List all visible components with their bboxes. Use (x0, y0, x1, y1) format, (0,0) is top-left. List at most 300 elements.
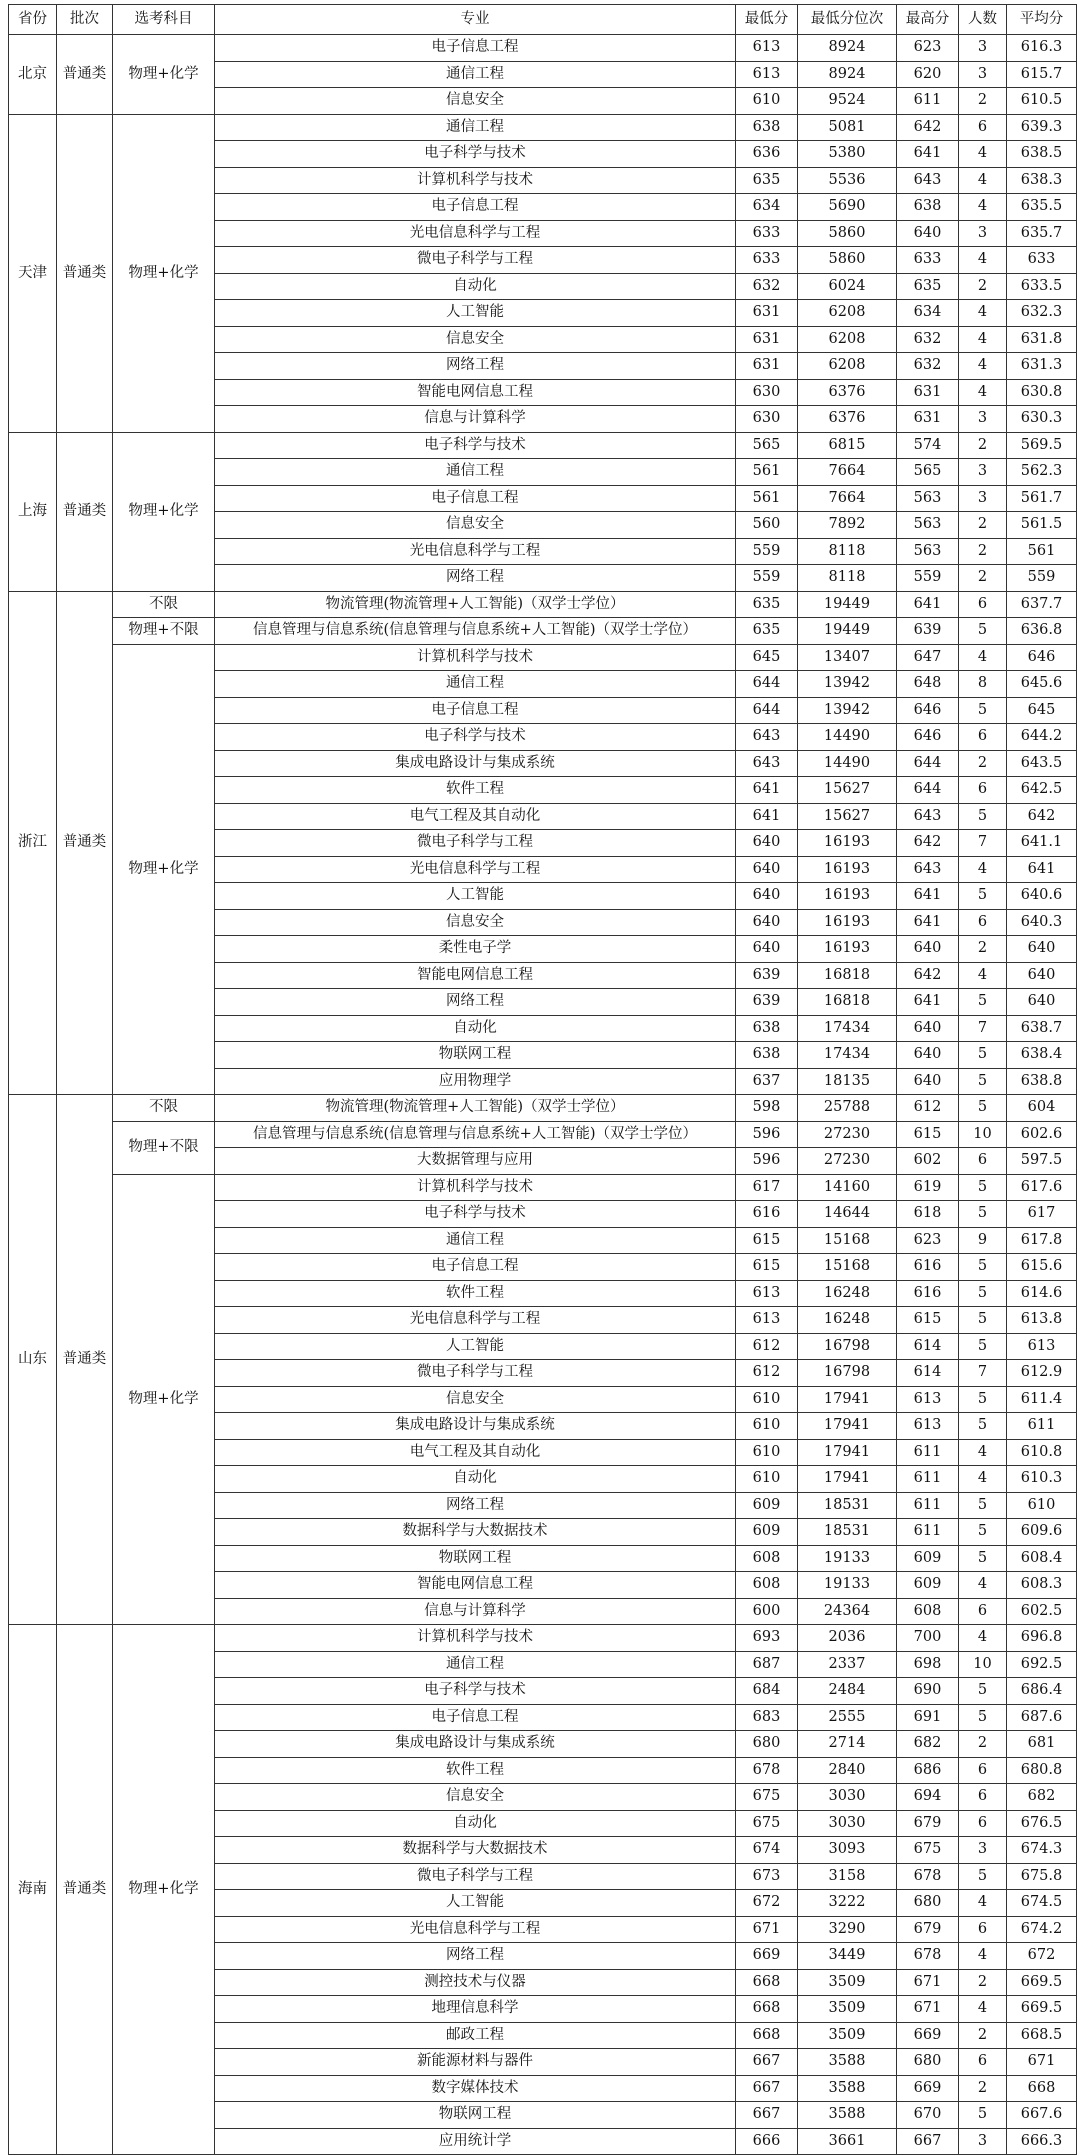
count-cell: 6 (959, 724, 1007, 751)
max-score-cell: 623 (897, 1227, 959, 1254)
max-score-cell: 669 (897, 2075, 959, 2102)
major-cell: 电气工程及其自动化 (215, 1439, 736, 1466)
max-score-cell: 641 (897, 909, 959, 936)
max-score-cell: 691 (897, 1704, 959, 1731)
max-score-cell: 563 (897, 485, 959, 512)
count-cell: 4 (959, 326, 1007, 353)
count-cell: 4 (959, 1625, 1007, 1652)
min-rank-cell: 16248 (798, 1307, 897, 1334)
min-rank-cell: 16193 (798, 856, 897, 883)
min-score-cell: 641 (736, 777, 798, 804)
max-score-cell: 635 (897, 273, 959, 300)
count-cell: 6 (959, 777, 1007, 804)
count-cell: 5 (959, 883, 1007, 910)
count-cell: 4 (959, 856, 1007, 883)
count-cell: 3 (959, 2128, 1007, 2155)
major-cell: 人工智能 (215, 1333, 736, 1360)
count-cell: 5 (959, 1333, 1007, 1360)
min-rank-cell: 6208 (798, 326, 897, 353)
count-cell: 2 (959, 2022, 1007, 2049)
major-cell: 信息安全 (215, 1784, 736, 1811)
count-cell: 2 (959, 1731, 1007, 1758)
max-score-cell: 620 (897, 61, 959, 88)
min-score-cell: 639 (736, 962, 798, 989)
avg-score-cell: 597.5 (1007, 1148, 1077, 1175)
min-score-cell: 644 (736, 697, 798, 724)
min-score-cell: 613 (736, 61, 798, 88)
min-rank-cell: 17434 (798, 1042, 897, 1069)
major-cell: 电气工程及其自动化 (215, 803, 736, 830)
major-cell: 集成电路设计与集成系统 (215, 1413, 736, 1440)
major-cell: 微电子科学与工程 (215, 1863, 736, 1890)
min-score-cell: 640 (736, 883, 798, 910)
min-rank-cell: 7664 (798, 459, 897, 486)
min-rank-cell: 19449 (798, 591, 897, 618)
table-row (9, 1095, 1077, 1122)
max-score-cell: 670 (897, 2102, 959, 2129)
header-min-rank: 最低分位次 (798, 5, 897, 35)
header-major: 专业 (215, 5, 736, 35)
min-score-cell: 561 (736, 485, 798, 512)
subject-cell: 物理+化学 (113, 35, 215, 115)
count-cell: 2 (959, 88, 1007, 115)
count-cell: 4 (959, 1466, 1007, 1493)
min-rank-cell: 27230 (798, 1148, 897, 1175)
min-rank-cell: 18135 (798, 1068, 897, 1095)
count-cell: 4 (959, 1890, 1007, 1917)
avg-score-cell: 676.5 (1007, 1810, 1077, 1837)
avg-score-cell: 633.5 (1007, 273, 1077, 300)
min-score-cell: 667 (736, 2102, 798, 2129)
min-score-cell: 610 (736, 1466, 798, 1493)
avg-score-cell: 612.9 (1007, 1360, 1077, 1387)
major-cell: 通信工程 (215, 459, 736, 486)
major-cell: 光电信息科学与工程 (215, 1916, 736, 1943)
min-rank-cell: 3449 (798, 1943, 897, 1970)
min-rank-cell: 6376 (798, 406, 897, 433)
min-rank-cell: 5690 (798, 194, 897, 221)
count-cell: 7 (959, 1360, 1007, 1387)
min-rank-cell: 18531 (798, 1519, 897, 1546)
count-cell: 5 (959, 1863, 1007, 1890)
major-cell: 物联网工程 (215, 1042, 736, 1069)
min-rank-cell: 2840 (798, 1757, 897, 1784)
avg-score-cell: 696.8 (1007, 1625, 1077, 1652)
major-cell: 信息安全 (215, 88, 736, 115)
major-cell: 网络工程 (215, 565, 736, 592)
min-rank-cell: 19133 (798, 1572, 897, 1599)
min-rank-cell: 3509 (798, 1996, 897, 2023)
min-score-cell: 674 (736, 1837, 798, 1864)
count-cell: 4 (959, 300, 1007, 327)
avg-score-cell: 675.8 (1007, 1863, 1077, 1890)
max-score-cell: 565 (897, 459, 959, 486)
min-score-cell: 638 (736, 114, 798, 141)
major-cell: 电子科学与技术 (215, 432, 736, 459)
count-cell: 5 (959, 1307, 1007, 1334)
table-row (9, 1174, 1077, 1201)
avg-score-cell: 561.7 (1007, 485, 1077, 512)
min-score-cell: 630 (736, 406, 798, 433)
min-score-cell: 630 (736, 379, 798, 406)
min-score-cell: 610 (736, 1439, 798, 1466)
major-cell: 电子信息工程 (215, 1254, 736, 1281)
major-cell: 网络工程 (215, 1943, 736, 1970)
batch-cell: 普通类 (57, 1625, 113, 2155)
avg-score-cell: 630.3 (1007, 406, 1077, 433)
avg-score-cell: 640 (1007, 989, 1077, 1016)
max-score-cell: 646 (897, 697, 959, 724)
min-score-cell: 678 (736, 1757, 798, 1784)
min-score-cell: 643 (736, 750, 798, 777)
max-score-cell: 640 (897, 220, 959, 247)
major-cell: 软件工程 (215, 777, 736, 804)
avg-score-cell: 638.8 (1007, 1068, 1077, 1095)
max-score-cell: 563 (897, 538, 959, 565)
min-score-cell: 608 (736, 1572, 798, 1599)
min-rank-cell: 16193 (798, 830, 897, 857)
count-cell: 10 (959, 1121, 1007, 1148)
max-score-cell: 644 (897, 777, 959, 804)
min-rank-cell: 3030 (798, 1810, 897, 1837)
min-score-cell: 671 (736, 1916, 798, 1943)
max-score-cell: 640 (897, 936, 959, 963)
max-score-cell: 675 (897, 1837, 959, 1864)
avg-score-cell: 674.3 (1007, 1837, 1077, 1864)
table-row (9, 591, 1077, 618)
min-score-cell: 613 (736, 1307, 798, 1334)
avg-score-cell: 602.5 (1007, 1598, 1077, 1625)
major-cell: 微电子科学与工程 (215, 1360, 736, 1387)
max-score-cell: 613 (897, 1413, 959, 1440)
min-rank-cell: 5536 (798, 167, 897, 194)
avg-score-cell: 616.3 (1007, 35, 1077, 62)
min-score-cell: 633 (736, 247, 798, 274)
max-score-cell: 690 (897, 1678, 959, 1705)
max-score-cell: 631 (897, 379, 959, 406)
major-cell: 集成电路设计与集成系统 (215, 1731, 736, 1758)
count-cell: 2 (959, 750, 1007, 777)
min-score-cell: 631 (736, 353, 798, 380)
min-score-cell: 561 (736, 459, 798, 486)
major-cell: 物联网工程 (215, 2102, 736, 2129)
count-cell: 4 (959, 1572, 1007, 1599)
min-score-cell: 596 (736, 1121, 798, 1148)
min-rank-cell: 8924 (798, 61, 897, 88)
major-cell: 物流管理(物流管理+人工智能)（双学士学位） (215, 591, 736, 618)
max-score-cell: 563 (897, 512, 959, 539)
avg-score-cell: 631.8 (1007, 326, 1077, 353)
max-score-cell: 643 (897, 803, 959, 830)
major-cell: 数据科学与大数据技术 (215, 1837, 736, 1864)
table-body (9, 35, 1077, 2155)
province-cell: 天津 (9, 114, 57, 432)
count-cell: 7 (959, 1015, 1007, 1042)
count-cell: 5 (959, 1254, 1007, 1281)
subject-cell: 物理+不限 (113, 618, 215, 645)
count-cell: 5 (959, 697, 1007, 724)
major-cell: 计算机科学与技术 (215, 1174, 736, 1201)
max-score-cell: 667 (897, 2128, 959, 2155)
count-cell: 6 (959, 909, 1007, 936)
min-score-cell: 616 (736, 1201, 798, 1228)
min-score-cell: 683 (736, 1704, 798, 1731)
max-score-cell: 640 (897, 1042, 959, 1069)
min-rank-cell: 6815 (798, 432, 897, 459)
major-cell: 人工智能 (215, 300, 736, 327)
min-score-cell: 608 (736, 1545, 798, 1572)
min-score-cell: 631 (736, 326, 798, 353)
major-cell: 计算机科学与技术 (215, 1625, 736, 1652)
min-rank-cell: 16248 (798, 1280, 897, 1307)
max-score-cell: 609 (897, 1572, 959, 1599)
major-cell: 智能电网信息工程 (215, 379, 736, 406)
header-province: 省份 (9, 5, 57, 35)
major-cell: 人工智能 (215, 1890, 736, 1917)
max-score-cell: 614 (897, 1360, 959, 1387)
min-score-cell: 596 (736, 1148, 798, 1175)
min-score-cell: 645 (736, 644, 798, 671)
count-cell: 6 (959, 1757, 1007, 1784)
province-cell: 山东 (9, 1095, 57, 1625)
avg-score-cell: 668 (1007, 2075, 1077, 2102)
min-rank-cell: 16193 (798, 936, 897, 963)
min-score-cell: 638 (736, 1015, 798, 1042)
count-cell: 5 (959, 803, 1007, 830)
avg-score-cell: 674.2 (1007, 1916, 1077, 1943)
major-cell: 光电信息科学与工程 (215, 220, 736, 247)
min-score-cell: 600 (736, 1598, 798, 1625)
avg-score-cell: 635.7 (1007, 220, 1077, 247)
max-score-cell: 679 (897, 1810, 959, 1837)
major-cell: 网络工程 (215, 353, 736, 380)
count-cell: 4 (959, 1996, 1007, 2023)
count-cell: 6 (959, 1598, 1007, 1625)
count-cell: 10 (959, 1651, 1007, 1678)
major-cell: 人工智能 (215, 883, 736, 910)
min-rank-cell: 5380 (798, 141, 897, 168)
avg-score-cell: 614.6 (1007, 1280, 1077, 1307)
min-rank-cell: 3093 (798, 1837, 897, 1864)
min-rank-cell: 8118 (798, 565, 897, 592)
min-rank-cell: 16193 (798, 883, 897, 910)
min-rank-cell: 17941 (798, 1413, 897, 1440)
major-cell: 光电信息科学与工程 (215, 538, 736, 565)
min-rank-cell: 17941 (798, 1439, 897, 1466)
min-rank-cell: 15627 (798, 803, 897, 830)
avg-score-cell: 611 (1007, 1413, 1077, 1440)
count-cell: 2 (959, 273, 1007, 300)
min-rank-cell: 3290 (798, 1916, 897, 1943)
avg-score-cell: 638.4 (1007, 1042, 1077, 1069)
min-rank-cell: 14490 (798, 750, 897, 777)
batch-cell: 普通类 (57, 432, 113, 591)
count-cell: 4 (959, 247, 1007, 274)
table-row (9, 432, 1077, 459)
count-cell: 4 (959, 1439, 1007, 1466)
major-cell: 信息管理与信息系统(信息管理与信息系统+人工智能)（双学士学位） (215, 618, 736, 645)
max-score-cell: 615 (897, 1307, 959, 1334)
major-cell: 电子科学与技术 (215, 1201, 736, 1228)
header-max-score: 最高分 (897, 5, 959, 35)
major-cell: 光电信息科学与工程 (215, 856, 736, 883)
major-cell: 电子科学与技术 (215, 724, 736, 751)
min-score-cell: 615 (736, 1254, 798, 1281)
count-cell: 4 (959, 379, 1007, 406)
min-score-cell: 635 (736, 167, 798, 194)
major-cell: 电子科学与技术 (215, 1678, 736, 1705)
min-rank-cell: 3588 (798, 2049, 897, 2076)
min-score-cell: 640 (736, 909, 798, 936)
min-score-cell: 668 (736, 1996, 798, 2023)
avg-score-cell: 639.3 (1007, 114, 1077, 141)
min-score-cell: 609 (736, 1519, 798, 1546)
major-cell: 信息安全 (215, 1386, 736, 1413)
admission-scores-table (8, 4, 1077, 2155)
avg-score-cell: 611.4 (1007, 1386, 1077, 1413)
major-cell: 信息安全 (215, 512, 736, 539)
avg-score-cell: 641 (1007, 856, 1077, 883)
avg-score-cell: 636.8 (1007, 618, 1077, 645)
count-cell: 8 (959, 671, 1007, 698)
max-score-cell: 632 (897, 326, 959, 353)
max-score-cell: 633 (897, 247, 959, 274)
avg-score-cell: 635.5 (1007, 194, 1077, 221)
table-row (9, 35, 1077, 62)
min-score-cell: 673 (736, 1863, 798, 1890)
min-score-cell: 610 (736, 88, 798, 115)
major-cell: 智能电网信息工程 (215, 962, 736, 989)
min-rank-cell: 7664 (798, 485, 897, 512)
table-row (9, 1625, 1077, 1652)
major-cell: 信息安全 (215, 909, 736, 936)
table-row (9, 114, 1077, 141)
avg-score-cell: 687.6 (1007, 1704, 1077, 1731)
max-score-cell: 559 (897, 565, 959, 592)
max-score-cell: 640 (897, 1015, 959, 1042)
avg-score-cell: 645.6 (1007, 671, 1077, 698)
avg-score-cell: 615.6 (1007, 1254, 1077, 1281)
min-rank-cell: 2555 (798, 1704, 897, 1731)
count-cell: 5 (959, 1413, 1007, 1440)
min-score-cell: 669 (736, 1943, 798, 1970)
major-cell: 物联网工程 (215, 1545, 736, 1572)
count-cell: 5 (959, 1174, 1007, 1201)
count-cell: 3 (959, 485, 1007, 512)
avg-score-cell: 645 (1007, 697, 1077, 724)
avg-score-cell: 638.5 (1007, 141, 1077, 168)
min-rank-cell: 6024 (798, 273, 897, 300)
min-score-cell: 559 (736, 538, 798, 565)
max-score-cell: 648 (897, 671, 959, 698)
major-cell: 微电子科学与工程 (215, 247, 736, 274)
min-rank-cell: 3509 (798, 1969, 897, 1996)
count-cell: 2 (959, 432, 1007, 459)
admission-scores-document (8, 4, 1076, 2155)
province-cell: 浙江 (9, 591, 57, 1095)
avg-score-cell: 562.3 (1007, 459, 1077, 486)
subject-cell: 物理+化学 (113, 644, 215, 1095)
min-rank-cell: 24364 (798, 1598, 897, 1625)
major-cell: 测控技术与仪器 (215, 1969, 736, 1996)
major-cell: 通信工程 (215, 114, 736, 141)
avg-score-cell: 617 (1007, 1201, 1077, 1228)
major-cell: 微电子科学与工程 (215, 830, 736, 857)
min-score-cell: 631 (736, 300, 798, 327)
batch-cell: 普通类 (57, 114, 113, 432)
province-cell: 海南 (9, 1625, 57, 2155)
major-cell: 信息安全 (215, 326, 736, 353)
max-score-cell: 679 (897, 1916, 959, 1943)
major-cell: 通信工程 (215, 61, 736, 88)
avg-score-cell: 561.5 (1007, 512, 1077, 539)
max-score-cell: 616 (897, 1254, 959, 1281)
max-score-cell: 643 (897, 167, 959, 194)
major-cell: 柔性电子学 (215, 936, 736, 963)
min-rank-cell: 2036 (798, 1625, 897, 1652)
major-cell: 计算机科学与技术 (215, 167, 736, 194)
count-cell: 7 (959, 830, 1007, 857)
count-cell: 2 (959, 936, 1007, 963)
avg-score-cell: 613 (1007, 1333, 1077, 1360)
table-row (9, 1121, 1077, 1148)
min-rank-cell: 19133 (798, 1545, 897, 1572)
min-rank-cell: 5860 (798, 220, 897, 247)
avg-score-cell: 604 (1007, 1095, 1077, 1122)
major-cell: 地理信息科学 (215, 1996, 736, 2023)
min-score-cell: 632 (736, 273, 798, 300)
min-rank-cell: 15627 (798, 777, 897, 804)
major-cell: 信息管理与信息系统(信息管理与信息系统+人工智能)（双学士学位） (215, 1121, 736, 1148)
max-score-cell: 671 (897, 1996, 959, 2023)
min-score-cell: 635 (736, 618, 798, 645)
avg-score-cell: 559 (1007, 565, 1077, 592)
min-rank-cell: 2484 (798, 1678, 897, 1705)
min-score-cell: 634 (736, 194, 798, 221)
avg-score-cell: 613.8 (1007, 1307, 1077, 1334)
min-rank-cell: 19449 (798, 618, 897, 645)
max-score-cell: 619 (897, 1174, 959, 1201)
count-cell: 3 (959, 35, 1007, 62)
min-score-cell: 668 (736, 2022, 798, 2049)
count-cell: 5 (959, 1545, 1007, 1572)
avg-score-cell: 640 (1007, 962, 1077, 989)
avg-score-cell: 692.5 (1007, 1651, 1077, 1678)
count-cell: 5 (959, 1201, 1007, 1228)
max-score-cell: 641 (897, 141, 959, 168)
major-cell: 电子信息工程 (215, 1704, 736, 1731)
min-score-cell: 640 (736, 830, 798, 857)
avg-score-cell: 674.5 (1007, 1890, 1077, 1917)
min-score-cell: 668 (736, 1969, 798, 1996)
header-batch: 批次 (57, 5, 113, 35)
avg-score-cell: 637.7 (1007, 591, 1077, 618)
avg-score-cell: 638.7 (1007, 1015, 1077, 1042)
major-cell: 通信工程 (215, 671, 736, 698)
major-cell: 电子信息工程 (215, 697, 736, 724)
min-score-cell: 639 (736, 989, 798, 1016)
count-cell: 4 (959, 167, 1007, 194)
min-score-cell: 615 (736, 1227, 798, 1254)
count-cell: 4 (959, 353, 1007, 380)
count-cell: 6 (959, 1916, 1007, 1943)
batch-cell: 普通类 (57, 1095, 113, 1625)
major-cell: 通信工程 (215, 1227, 736, 1254)
min-rank-cell: 15168 (798, 1227, 897, 1254)
count-cell: 4 (959, 1943, 1007, 1970)
min-rank-cell: 7892 (798, 512, 897, 539)
avg-score-cell: 672 (1007, 1943, 1077, 1970)
